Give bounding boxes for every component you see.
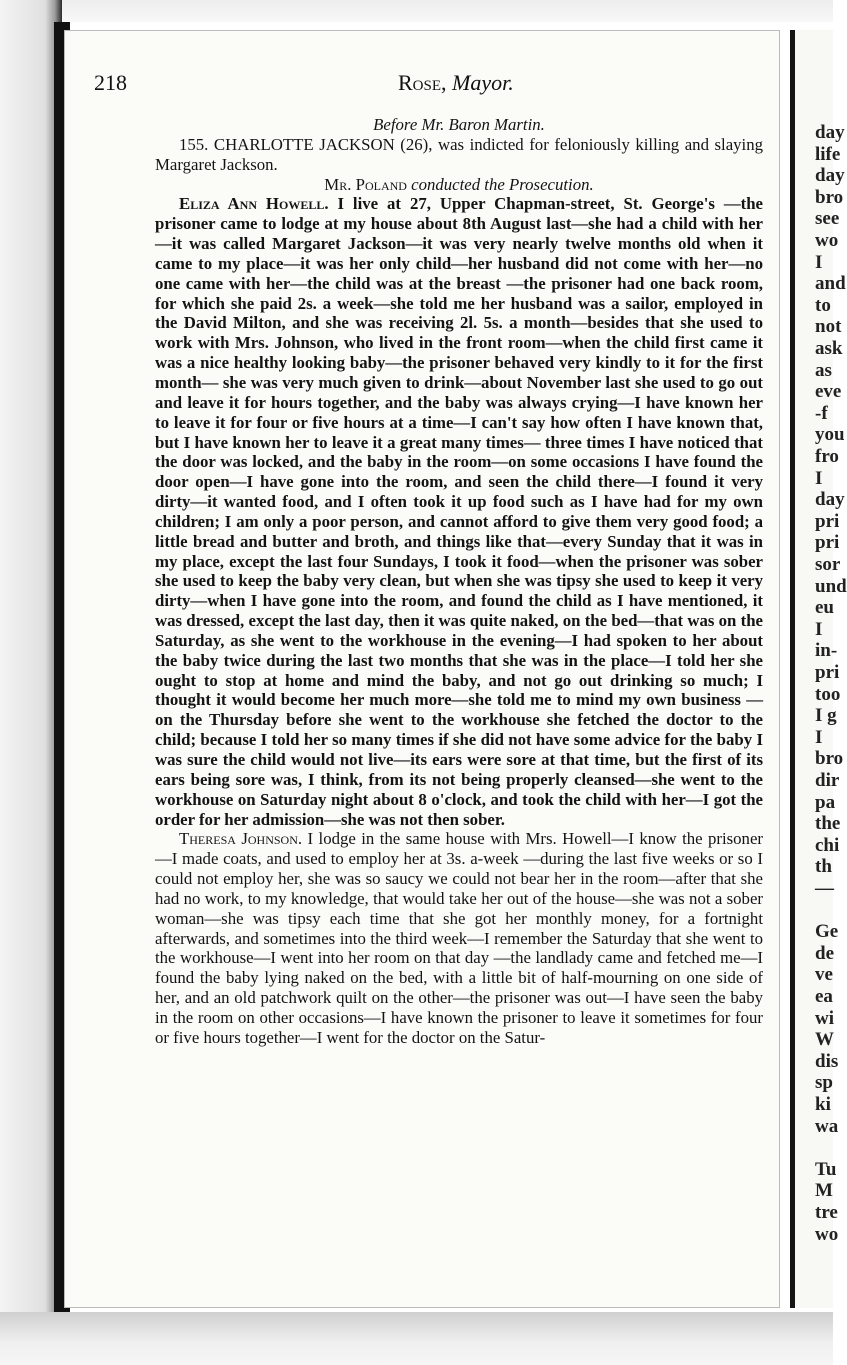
facing-page-fragment: as [815,359,832,381]
facing-page-fragment: in- [815,640,838,662]
facing-page-fragment: I [815,251,823,273]
facing-page-fragment: bro [815,186,844,208]
facing-page-fragment: I [815,467,823,489]
facing-page-fragment: M [815,1180,833,1202]
scan-bottom-margin [0,1312,833,1365]
facing-page-fragment: day [815,165,845,187]
facing-page-fragment: de [815,942,834,964]
facing-page-fragment: sp [815,1072,833,1094]
facing-page-fragment: life [815,143,841,165]
scan-left-edge [0,0,62,1365]
case-number: 155. [179,134,209,154]
facing-page-fragment: tre [815,1202,838,1223]
case-heading [155,135,763,175]
facing-page-fragment: I [815,726,823,748]
facing-page-fragment: -f [815,402,828,424]
facing-page-fragment: dir [815,770,840,791]
facing-page-fragment: you [815,424,845,446]
testimony-paragraph [155,194,763,829]
facing-page-fragment: and [815,273,846,295]
facing-page-fragment: day [815,122,845,143]
facing-page-fragment: W [815,1029,834,1051]
indictment-text: CHARLOTTE JACKSON (26), was indicted for feloniously killing and slaying Margaret Jackson. [155,134,763,174]
facing-page-fragment: ve [815,964,833,986]
facing-page-fragment: pri [815,532,840,554]
facing-page-fragment: see [815,208,840,230]
facing-page-fragment: I [815,618,823,640]
judge-line: Before Mr. Baron Martin. [373,115,545,134]
facing-page-fragment: chi [815,834,840,856]
facing-page-fragment: day [815,489,845,511]
witness-name: Eliza Ann Howell. [179,194,329,214]
facing-page-fragment: wi [815,1007,834,1029]
running-head-title: Mayor. [452,70,514,95]
facing-page-fragment: eu [815,597,834,619]
witness-name: Theresa Johnson. [179,829,303,849]
facing-page-fragment: pri [815,662,840,683]
facing-page-fragment: not [815,316,842,338]
page-body [155,115,763,1048]
testimony-paragraph [155,829,763,1047]
scan-top-margin [0,0,833,22]
facing-page-fragment: dis [815,1050,839,1072]
counsel-name: Mr. Poland [324,174,407,194]
counsel-role: conducted the Prosecution. [411,174,594,194]
facing-page-fragment: pri [815,510,840,532]
facing-page-fragment: ask [815,338,843,359]
facing-page-fragment: th [815,856,832,878]
page-number: 218 [94,70,127,95]
facing-page-fragment: ki [815,1094,831,1115]
facing-page-fragment: — [815,878,834,899]
facing-page-fragment: the [815,813,841,835]
facing-page-fragment: und [815,575,847,597]
facing-page-fragment: pa [815,791,836,813]
facing-page-fragment: wa [815,1115,839,1137]
facing-page-fragment: bro [815,748,844,770]
counsel-line [155,175,763,195]
facing-page-fragment: eve [815,381,842,403]
facing-page-fragment: fro [815,446,839,467]
facing-page-fragment: wo [815,230,839,251]
facing-page-fragment: I g [815,705,837,727]
facing-page-fragment: to [815,294,831,316]
testimony-text: I live at 27, Upper Chapman-street, St. George's —the prisoner came to lodge at my house about 8th August last—she had a child with her—it was called Margaret Jackson—it was very nearly twelve months old when it came to my place—it was her only child—her husband did not come with her—no one came with her—the child was at the breast —the prisoner had one back room, for which she paid 2s. a week—she told me her husband was a sailor, employed in the David Milton, and she was receiving 2l. 5s. a month—besides that she used to work with Mrs. Johnson, who lived in the front room—when the child first came it was a nice healthy looking baby—the prisoner behaved very kindly to it for the first month— she was very much given to drink—about November last she used to go out and leave it for hours together, and the baby was always crying—I have known her to leave it for four or five hours at a time—I can't say how often I have known that, but I have known her to leave it a great many times— three times I have noticed that the door was locked, and the baby in the room—on some occasions I have found the door open—I have gone into the room, and seen the child there—I found it very dirty—it wanted food, and I often took it up food such as I have had for my own children; I am only a poor person, and cannot afford to give them very good food; a little bread and butter and broth, and things like that—every Sunday that it was in my place, except the last four Sundays, I took it food—when the prisoner was sober she used to keep the baby very clean, but when she was tipsy she used to keep it very dirty—when I have gone into the room, and found the child as I have mentioned, it was dressed, except the last day, then it was quite naked, on the bed—that was on the Saturday, as she went to the workhouse in the evening—I had spoken to her about the baby twice during the last two months that she was in the place—I told her she ought to stop at home and mind the baby, and not go out drinking so much; I thought it would become her much more—she told me to mind my own business —on the Thursday before she went to the workhouse she fetched the doctor to the child; because I told her so many times if she did not have some advice for the baby I was sure the child would not live—its ears were sore at that time, but the first of its ears being sore was, I think, from its not being properly cleansed—she went to the workhouse on Saturday night about 8 o'clock, and took the child with her—I got the order for her admission—she was not then sober. [155,194,764,829]
running-head-name: Rose, [398,70,447,95]
facing-page-fragment: Ge [815,921,839,943]
facing-page-fragment: too [815,683,841,705]
facing-page-edge [790,30,847,1308]
facing-page-fragment: Tu [815,1158,837,1180]
running-head [398,70,514,96]
page-header [94,70,764,100]
facing-page-fragment: sor [815,554,841,575]
facing-page-fragment: wo [815,1223,839,1245]
testimony-text: I lodge in the same house with Mrs. Howell—I know the prisoner—I made coats, and used to employ her at 3s. a-week —during the last five weeks or so I could not employ her, she was so saucy we could not bear her in the room—after that she had no work, to my knowledge, that would take her out of the house—she was not a sober woman—she was tipsy each time that she got her monthly money, for a fortnight afterwards, and sometimes into the third week—I remember the Saturday that she went to the workhouse—I went into her room on that day —the landlady came and fetched me—I found the baby lying naked on the bed, with a little bit of half-mourning on one side of her, and an old patchwork quilt on the other—the prisoner was out—I have seen the baby in the room on other occasions—I have known the prisoner to leave it sometimes for four or five hours together—I went for the doctor on the Satur- [155,829,763,1047]
facing-page-fragment: ea [815,986,833,1007]
